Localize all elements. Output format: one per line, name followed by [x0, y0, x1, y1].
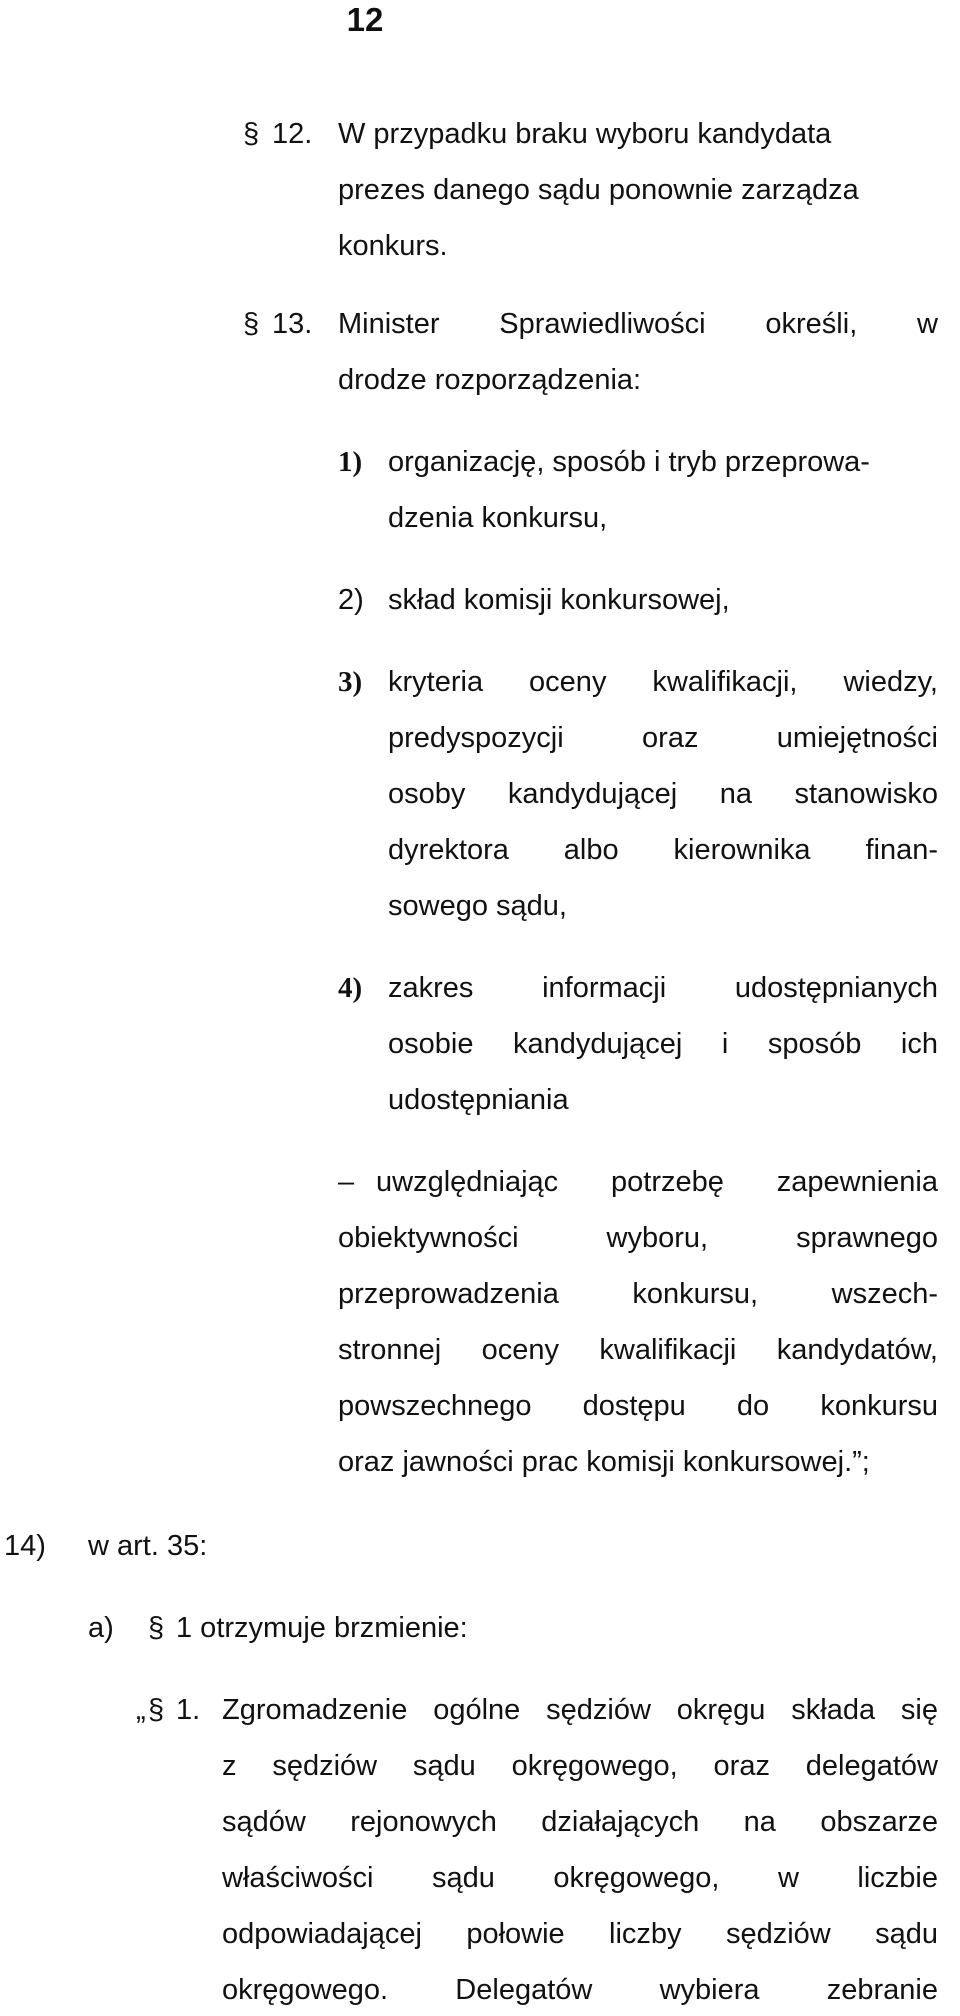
item-number: 3) — [338, 666, 363, 698]
point-14-text: w art. 35: — [88, 1530, 208, 1562]
item-1-line-1: organizację, sposób i tryb przeprowa- — [388, 446, 870, 478]
item-4-line-3: udostępniania — [388, 1084, 569, 1116]
section-1-number: 1. — [176, 1694, 201, 1726]
item-3-line-4: dyrektora albo kierownika finan- — [388, 834, 938, 866]
sub-a-letter: a) — [88, 1612, 114, 1644]
closing-dash: – — [338, 1166, 355, 1198]
closing-line-6: oraz jawności prac komisji konkursowej.”; — [338, 1446, 870, 1478]
word: Minister — [338, 308, 440, 340]
word: określi, — [765, 308, 858, 340]
item-3-line-2: predyspozycji oraz umiejętności — [388, 722, 938, 754]
section-12-line-2: prezes danego sądu ponownie zarządza — [338, 174, 859, 206]
section-sign: § — [148, 1694, 165, 1726]
section-13-line-2: drodze rozporządzenia: — [338, 364, 642, 396]
point-14-number: 14) — [4, 1530, 46, 1562]
section-13-number: 13. — [272, 308, 313, 340]
closing-line-4: stronnej oceny kwalifikacji kandydatów, — [338, 1334, 938, 1366]
section-1-line-3: sądów rejonowych działających na obszarze — [222, 1806, 938, 1838]
closing-line-1: uwzględniając potrzebę zapewnienia — [376, 1166, 938, 1198]
section-1-line-5: odpowiadającej połowie liczby sędziów sądu — [222, 1918, 938, 1950]
section-1-line-4: właściwości sądu okręgowego, w liczbie — [222, 1862, 938, 1894]
section-12-number: 12. — [272, 118, 313, 150]
item-number: 2) — [338, 584, 364, 616]
section-1-line-6: okręgowego. Delegatów wybiera zebranie — [222, 1974, 938, 2006]
item-3-line-5: sowego sądu, — [388, 890, 567, 922]
section-13-line-1 — [338, 304, 938, 344]
section-1-line-1: Zgromadzenie ogólne sędziów okręgu składa się — [222, 1694, 938, 1726]
section-sign: § — [243, 308, 260, 340]
section-1-line-2: z sędziów sądu okręgowego, oraz delegatów — [222, 1750, 938, 1782]
section-12-line-3: konkurs. — [338, 230, 448, 262]
word: w — [917, 308, 938, 340]
closing-line-2: obiektywności wyboru, sprawnego — [338, 1222, 938, 1254]
closing-line-3: przeprowadzenia konkursu, wszech- — [338, 1278, 938, 1310]
section-12-line-1: W przypadku braku wyboru kandydata — [338, 118, 832, 150]
sub-a-text: 1 otrzymuje brzmienie: — [176, 1612, 468, 1644]
item-2-line-1: skład komisji konkursowej, — [388, 584, 730, 616]
item-number: 1) — [338, 446, 363, 478]
page-number: 12 — [346, 1, 384, 38]
item-4-line-1: zakres informacji udostępnianych — [388, 972, 938, 1004]
item-number: 4) — [338, 972, 363, 1004]
opening-quote: „ — [136, 1694, 146, 1726]
item-4-line-2: osobie kandydującej i sposób ich — [388, 1028, 938, 1060]
word: Sprawiedliwości — [499, 308, 706, 340]
closing-line-5: powszechnego dostępu do konkursu — [338, 1390, 938, 1422]
item-1-line-2: dzenia konkursu, — [388, 502, 608, 534]
item-3-line-1: kryteria oceny kwalifikacji, wiedzy, — [388, 666, 938, 698]
section-sign: § — [243, 118, 260, 150]
item-3-line-3: osoby kandydującej na stanowisko — [388, 778, 938, 810]
section-sign: § — [148, 1612, 165, 1644]
